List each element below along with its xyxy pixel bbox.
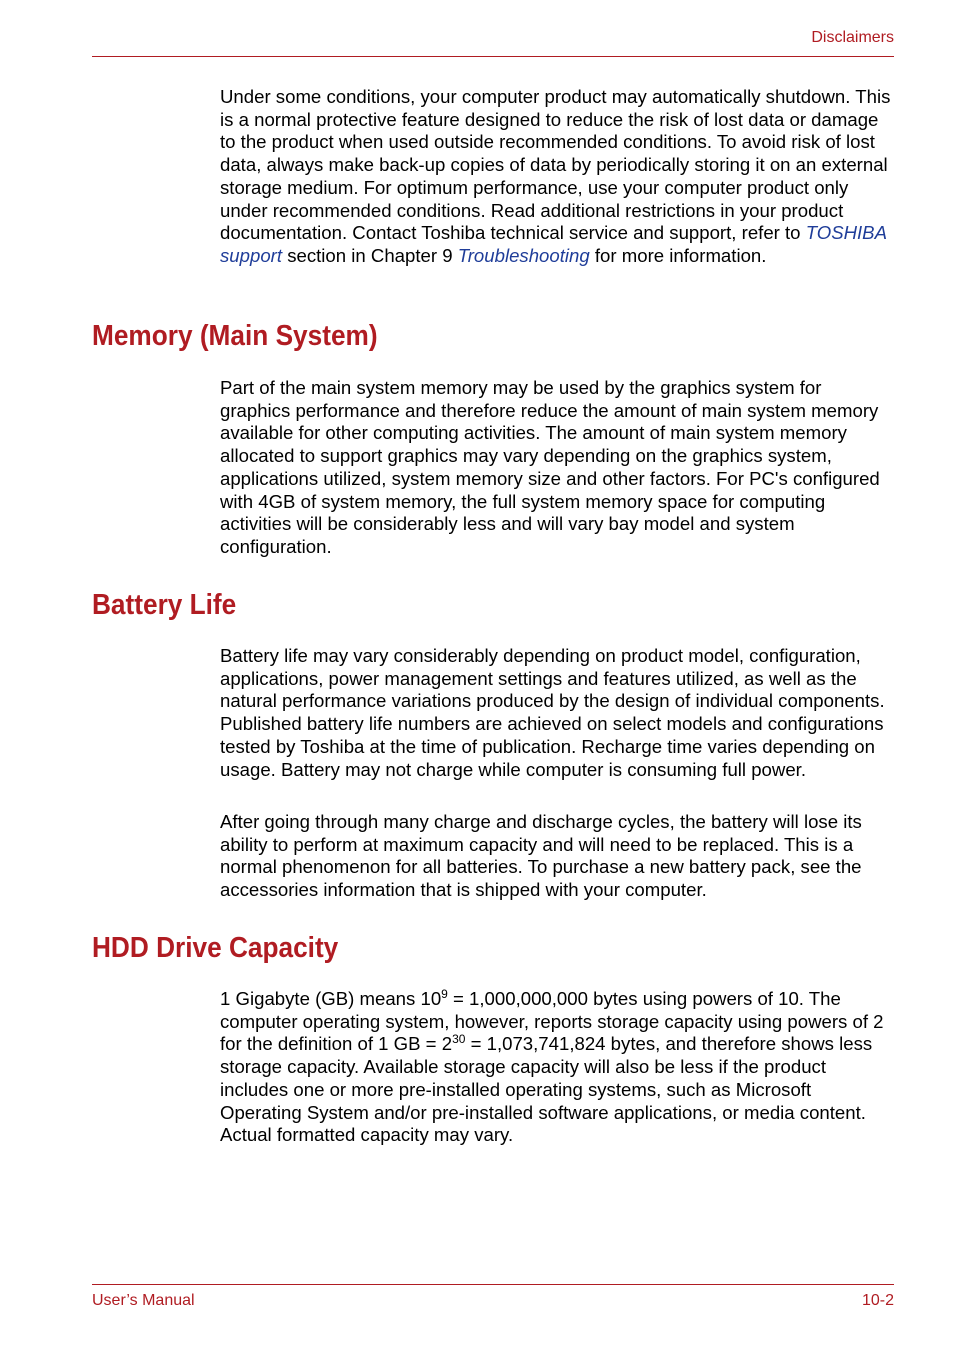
troubleshooting-link[interactable]: Troubleshooting: [457, 244, 590, 266]
intro-paragraph: [220, 86, 896, 268]
intro-text-2: section in Chapter 9: [282, 244, 458, 266]
header-rule: [92, 56, 894, 57]
hdd-heading: HDD Drive Capacity: [92, 932, 339, 964]
hdd-superscript-1: 9: [441, 986, 448, 1001]
intro-text-1: Under some conditions, your computer product may automatically shutdown. This is a normal protective feature designed to reduce the risk of lost data or damage to the product when used outside recommended conditions. To avoid risk of lost data, always make back-up copies of data by periodically storing it on an external storage medium. For optimum performance, use your computer product only under recommended conditions. Read additional restrictions in your product documentation. Contact Toshiba technical service and support, refer to: [220, 86, 891, 244]
page-number: 10-2: [861, 1292, 894, 1309]
battery-paragraph-1: Battery life may vary considerably depending on product model, configuration, applications, power management settings and features utilized, as well as the natural performance variations produced by the design of individual components. Published battery life numbers are achieved on select models and configurations tested by Toshiba at the time of publication. Recharge time varies depending on usage. Battery may not charge while computer is consuming full power.: [220, 645, 885, 780]
intro-text-3: for more information.: [589, 244, 767, 266]
running-header: Disclaimers: [811, 29, 894, 46]
footer-rule: [92, 1284, 894, 1285]
hdd-paragraph: [220, 988, 896, 1147]
memory-heading: Memory (Main System): [92, 320, 378, 352]
battery-paragraph-2: After going through many charge and discharge cycles, the battery will lose its ability to perform at maximum capacity and will need to be replaced. This is a normal phenomenon for all batteries. To purchase a new battery pack, see the accessories information that is shipped with your computer.: [220, 811, 862, 901]
toshiba-support-link[interactable]: TOSHIBA support: [220, 222, 887, 266]
hdd-text-2: = 1,000,000,000 bytes using powers of 10. The computer operating system, however, reports storage capacity using powers of 2 for the definition of 1 GB = 2: [220, 988, 884, 1055]
battery-heading: Battery Life: [92, 589, 237, 621]
hdd-text-1: 1 Gigabyte (GB) means 10: [220, 988, 442, 1009]
footer-manual-title: User’s Manual: [92, 1292, 195, 1309]
memory-paragraph: Part of the main system memory may be used by the graphics system for graphics performance and therefore reduce the amount of main system memory available for other computing activities. The amount of main system memory allocated to support graphics may vary depending on the graphics system, applications utilized, system memory size and other factors. For PC's configured with 4GB of system memory, the full system memory space for computing activities will be considerably less and will vary bay model and system configuration.: [220, 377, 880, 557]
hdd-superscript-2: 30: [452, 1032, 466, 1047]
hdd-text-3: = 1,073,741,824 bytes, and therefore shows less storage capacity. Available storage capacity will also be less if the product includes one or more pre-installed operating systems, such as Microsoft Operating System and/or pre-installed software applications, or media content. Actual formatted capacity may vary.: [220, 1033, 873, 1146]
